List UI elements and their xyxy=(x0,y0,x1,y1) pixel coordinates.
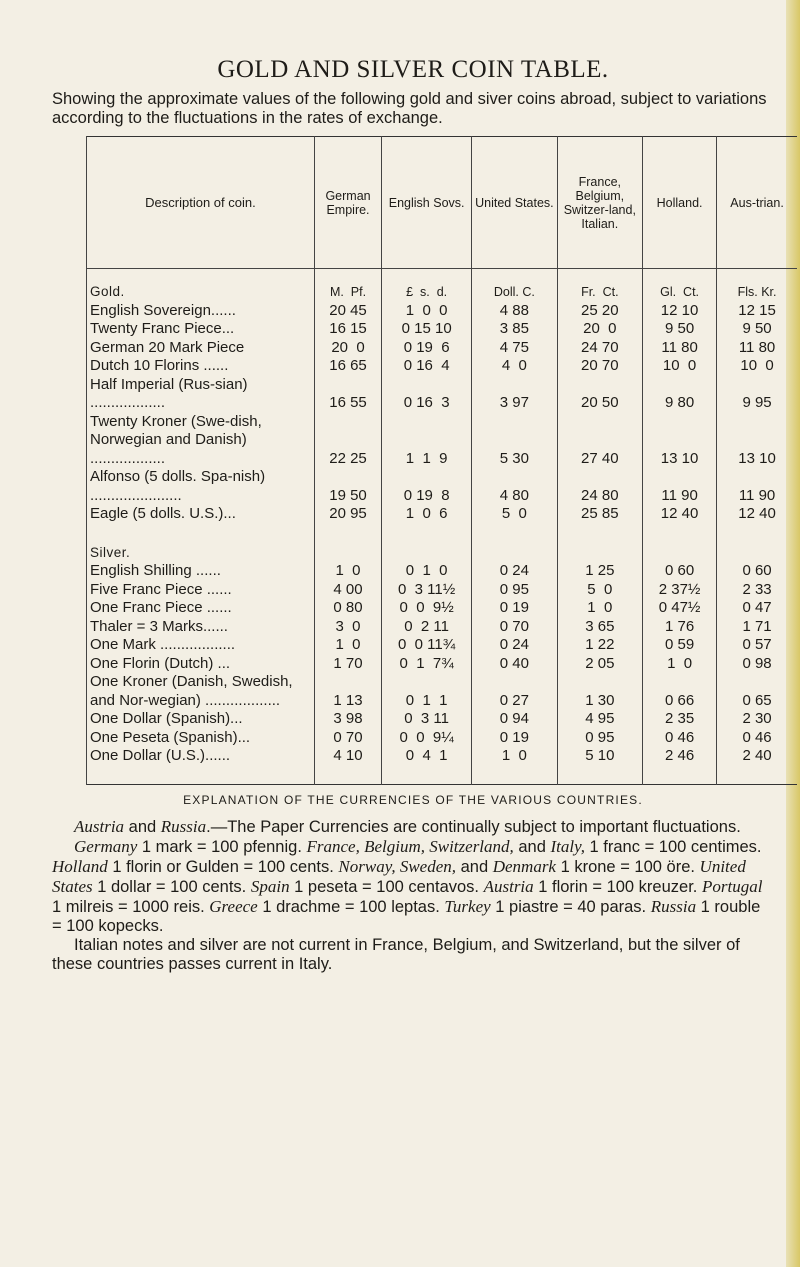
coin-description: One Mark .................. xyxy=(87,636,315,655)
coin-description: English Shilling ...... xyxy=(87,562,315,581)
value-cell: 2 46 xyxy=(643,747,717,766)
value-cell: 2 05 xyxy=(557,655,642,674)
value-cell: 0 19 xyxy=(472,599,557,618)
value-cell: 9 50 xyxy=(717,320,797,339)
country-name: Austria xyxy=(74,816,125,836)
value-cell: 0 94 xyxy=(472,710,557,729)
value-cell: 0 95 xyxy=(557,729,642,748)
value-cell: 0 0 9½ xyxy=(382,599,472,618)
value-cell: 1 0 xyxy=(643,655,717,674)
value-cell: 2 30 xyxy=(717,710,797,729)
value-cell: 1 13 xyxy=(314,673,381,710)
col-header-austrian: Aus-trian. xyxy=(717,137,797,269)
gold-section xyxy=(87,269,798,524)
table-row xyxy=(87,636,798,655)
unit-cell: Fr. Ct. xyxy=(557,269,642,302)
col-header-france: France, Belgium, Switzer-land, Italian. xyxy=(557,137,642,269)
value-cell: 4 95 xyxy=(557,710,642,729)
gold-units-row xyxy=(87,269,798,302)
value-cell: 13 10 xyxy=(717,413,797,469)
country-name: Denmark xyxy=(492,856,556,876)
country-name: Norway, Sweden, xyxy=(338,856,457,876)
value-cell: 5 10 xyxy=(557,747,642,766)
table-row xyxy=(87,618,798,637)
value-cell: 5 30 xyxy=(472,413,557,469)
value-cell: 0 0 9¼ xyxy=(382,729,472,748)
value-cell: 11 90 xyxy=(643,468,717,505)
value-cell: 0 19 xyxy=(472,729,557,748)
value-cell: 22 25 xyxy=(314,413,381,469)
explanation-text: 1 piastre = 40 paras. xyxy=(490,897,651,916)
col-header-holland: Holland. xyxy=(643,137,717,269)
col-header-german: German Empire. xyxy=(314,137,381,269)
empty-cell xyxy=(314,766,381,785)
value-cell: 16 55 xyxy=(314,376,381,413)
explanation-text: .—The Paper Currencies are continually subject to important fluctuations. xyxy=(206,817,741,836)
country-name: Greece xyxy=(209,896,258,916)
value-cell: 9 50 xyxy=(643,320,717,339)
coin-description: Alfonso (5 dolls. Spa-nish) ...................... xyxy=(87,468,315,505)
value-cell: 27 40 xyxy=(557,413,642,469)
value-cell: 2 37½ xyxy=(643,581,717,600)
silver-section-label: Silver. xyxy=(87,524,315,563)
silver-section xyxy=(87,524,798,766)
explanation-text: 1 peseta = 100 centavos. xyxy=(289,877,484,896)
value-cell: 12 40 xyxy=(717,505,797,524)
value-cell: 0 3 11 xyxy=(382,710,472,729)
value-cell: 24 70 xyxy=(557,339,642,358)
unit-cell: M. Pf. xyxy=(314,269,381,302)
value-cell: 5 0 xyxy=(557,581,642,600)
table-row xyxy=(87,413,798,469)
table-row xyxy=(87,599,798,618)
value-cell: 10 0 xyxy=(643,357,717,376)
value-cell: 1 70 xyxy=(314,655,381,674)
country-name: France, Belgium, Switzerland, xyxy=(306,836,514,856)
value-cell: 0 15 10 xyxy=(382,320,472,339)
value-cell: 11 80 xyxy=(643,339,717,358)
empty-cell xyxy=(643,766,717,785)
value-cell: 0 16 3 xyxy=(382,376,472,413)
value-cell: 0 46 xyxy=(643,729,717,748)
unit-cell: Fls. Kr. xyxy=(717,269,797,302)
value-cell: 0 70 xyxy=(472,618,557,637)
value-cell: 3 85 xyxy=(472,320,557,339)
explanation-paragraph-1 xyxy=(52,817,774,837)
country-name: Holland xyxy=(52,856,108,876)
value-cell: 0 57 xyxy=(717,636,797,655)
value-cell: 4 0 xyxy=(472,357,557,376)
empty-cell xyxy=(382,524,472,563)
explanation-text: 1 mark = 100 pfennig. xyxy=(137,837,307,856)
country-name: Spain xyxy=(250,876,290,896)
value-cell: 1 0 xyxy=(472,747,557,766)
value-cell: 1 1 9 xyxy=(382,413,472,469)
explanation-text: 1 milreis = 1000 reis. xyxy=(52,897,210,916)
value-cell: 0 19 8 xyxy=(382,468,472,505)
table-row xyxy=(87,655,798,674)
country-name: United States xyxy=(52,856,746,896)
empty-cell xyxy=(472,524,557,563)
value-cell: 20 45 xyxy=(314,302,381,321)
explanation-text: 1 franc = 100 centimes. xyxy=(584,837,762,856)
explanation-title: EXPLANATION OF THE CURRENCIES OF THE VARIOUS COUNTRIES. xyxy=(183,792,643,807)
country-name: Russia xyxy=(650,896,697,916)
table-row xyxy=(87,376,798,413)
explanation-text: 1 florin or Gulden = 100 cents. xyxy=(107,857,339,876)
value-cell: 0 60 xyxy=(717,562,797,581)
value-cell: 0 27 xyxy=(472,673,557,710)
value-cell: 4 10 xyxy=(314,747,381,766)
value-cell: 0 95 xyxy=(472,581,557,600)
empty-cell xyxy=(314,524,381,563)
value-cell: 2 40 xyxy=(717,747,797,766)
empty-cell xyxy=(717,524,797,563)
value-cell: 0 3 11½ xyxy=(382,581,472,600)
value-cell: 25 85 xyxy=(557,505,642,524)
unit-cell: £ s. d. xyxy=(382,269,472,302)
coin-description: Eagle (5 dolls. U.S.)... xyxy=(87,505,315,524)
coin-description: English Sovereign...... xyxy=(87,302,315,321)
value-cell: 0 1 1 xyxy=(382,673,472,710)
value-cell: 12 15 xyxy=(717,302,797,321)
value-cell: 9 80 xyxy=(643,376,717,413)
country-name: Italy, xyxy=(550,836,585,856)
explanation-paragraph-2 xyxy=(52,837,774,936)
value-cell: 12 10 xyxy=(643,302,717,321)
explanation-text: and xyxy=(124,817,161,836)
value-cell: 0 59 xyxy=(643,636,717,655)
value-cell: 10 0 xyxy=(717,357,797,376)
explanation-paragraph-3: Italian notes and silver are not current in France, Belgium, and Switzerland, but the silver of these countries passes current in Italy. xyxy=(52,935,740,973)
table-row xyxy=(87,747,798,766)
value-cell: 25 20 xyxy=(557,302,642,321)
value-cell: 0 80 xyxy=(314,599,381,618)
value-cell: 4 00 xyxy=(314,581,381,600)
value-cell: 5 0 xyxy=(472,505,557,524)
coin-description: Dutch 10 Florins ...... xyxy=(87,357,315,376)
coin-description: One Dollar (U.S.)...... xyxy=(87,747,315,766)
value-cell: 0 70 xyxy=(314,729,381,748)
value-cell: 0 65 xyxy=(717,673,797,710)
value-cell: 3 97 xyxy=(472,376,557,413)
value-cell: 0 47½ xyxy=(643,599,717,618)
silver-label-row xyxy=(87,524,798,563)
empty-cell xyxy=(557,524,642,563)
explanation-text: and xyxy=(456,857,493,876)
value-cell: 1 0 0 xyxy=(382,302,472,321)
coin-description: One Dollar (Spanish)... xyxy=(87,710,315,729)
page-subtitle: Showing the approximate values of the following gold and siver coins abroad, subject to variations according to the fluctuations in the rates of exchange. xyxy=(52,90,767,127)
value-cell: 0 24 xyxy=(472,636,557,655)
table-row xyxy=(87,302,798,321)
value-cell: 3 98 xyxy=(314,710,381,729)
value-cell: 0 1 0 xyxy=(382,562,472,581)
unit-cell: Gl. Ct. xyxy=(643,269,717,302)
value-cell: 4 80 xyxy=(472,468,557,505)
explanation-text: 1 florin = 100 kreuzer. xyxy=(533,877,702,896)
value-cell: 9 95 xyxy=(717,376,797,413)
explanation-section xyxy=(52,791,774,974)
value-cell: 0 60 xyxy=(643,562,717,581)
value-cell: 20 0 xyxy=(314,339,381,358)
explanation-text: 1 rouble = 100 kopecks. xyxy=(52,897,761,935)
value-cell: 1 71 xyxy=(717,618,797,637)
value-cell: 1 25 xyxy=(557,562,642,581)
value-cell: 1 22 xyxy=(557,636,642,655)
empty-cell xyxy=(472,766,557,785)
value-cell: 12 40 xyxy=(643,505,717,524)
table-row xyxy=(87,339,798,358)
country-name: Austria xyxy=(483,876,534,896)
value-cell: 2 33 xyxy=(717,581,797,600)
coin-description: Twenty Franc Piece... xyxy=(87,320,315,339)
value-cell: 0 98 xyxy=(717,655,797,674)
country-name: Portugal xyxy=(701,876,763,896)
value-cell: 0 0 11¾ xyxy=(382,636,472,655)
empty-cell xyxy=(87,766,315,785)
gold-section-label: Gold. xyxy=(87,269,315,302)
explanation-text: 1 krone = 100 öre. xyxy=(555,857,700,876)
unit-cell: Doll. C. xyxy=(472,269,557,302)
table-end-row xyxy=(87,766,798,785)
value-cell: 1 30 xyxy=(557,673,642,710)
value-cell: 2 35 xyxy=(643,710,717,729)
value-cell: 13 10 xyxy=(643,413,717,469)
coin-description: Thaler = 3 Marks...... xyxy=(87,618,315,637)
value-cell: 20 0 xyxy=(557,320,642,339)
explanation-text: 1 dollar = 100 cents. xyxy=(92,877,251,896)
document-page xyxy=(52,56,784,974)
coin-description: Twenty Kroner (Swe-dish, Norwegian and Danish) .................. xyxy=(87,413,315,469)
value-cell: 0 24 xyxy=(472,562,557,581)
value-cell: 19 50 xyxy=(314,468,381,505)
col-header-us: United States. xyxy=(472,137,557,269)
table-row xyxy=(87,673,798,710)
col-header-english: English Sovs. xyxy=(382,137,472,269)
value-cell: 16 15 xyxy=(314,320,381,339)
coin-description: Half Imperial (Rus-sian) .................. xyxy=(87,376,315,413)
table-row xyxy=(87,710,798,729)
table-row xyxy=(87,320,798,339)
coin-table xyxy=(86,136,797,785)
value-cell: 0 1 7¾ xyxy=(382,655,472,674)
table-row xyxy=(87,505,798,524)
coin-description: One Florin (Dutch) ... xyxy=(87,655,315,674)
value-cell: 0 66 xyxy=(643,673,717,710)
country-name: Russia xyxy=(160,816,207,836)
table-row xyxy=(87,468,798,505)
page-title: GOLD AND SILVER COIN TABLE. xyxy=(217,56,609,83)
value-cell: 0 4 1 xyxy=(382,747,472,766)
value-cell: 1 0 6 xyxy=(382,505,472,524)
coin-description: One Peseta (Spanish)... xyxy=(87,729,315,748)
value-cell: 3 0 xyxy=(314,618,381,637)
value-cell: 20 70 xyxy=(557,357,642,376)
value-cell: 1 0 xyxy=(314,562,381,581)
value-cell: 11 80 xyxy=(717,339,797,358)
table-row xyxy=(87,729,798,748)
value-cell: 24 80 xyxy=(557,468,642,505)
value-cell: 4 88 xyxy=(472,302,557,321)
table-row xyxy=(87,562,798,581)
coin-description: Five Franc Piece ...... xyxy=(87,581,315,600)
empty-cell xyxy=(717,766,797,785)
value-cell: 0 40 xyxy=(472,655,557,674)
empty-cell xyxy=(382,766,472,785)
value-cell: 1 0 xyxy=(557,599,642,618)
value-cell: 16 65 xyxy=(314,357,381,376)
value-cell: 11 90 xyxy=(717,468,797,505)
coin-description: One Kroner (Danish, Swedish, and Nor-wegian) .................. xyxy=(87,673,315,710)
col-header-description: Description of coin. xyxy=(87,137,315,269)
value-cell: 3 65 xyxy=(557,618,642,637)
value-cell: 20 50 xyxy=(557,376,642,413)
coin-description: One Franc Piece ...... xyxy=(87,599,315,618)
explanation-text: 1 drachme = 100 leptas. xyxy=(257,897,445,916)
value-cell: 0 19 6 xyxy=(382,339,472,358)
value-cell: 4 75 xyxy=(472,339,557,358)
country-name: Turkey xyxy=(444,896,491,916)
explanation-text: and xyxy=(513,837,551,856)
table-row xyxy=(87,357,798,376)
empty-cell xyxy=(557,766,642,785)
value-cell: 0 2 11 xyxy=(382,618,472,637)
table-header-row xyxy=(87,137,798,269)
country-name: Germany xyxy=(74,836,138,856)
value-cell: 20 95 xyxy=(314,505,381,524)
value-cell: 1 0 xyxy=(314,636,381,655)
value-cell: 1 76 xyxy=(643,618,717,637)
coin-description: German 20 Mark Piece xyxy=(87,339,315,358)
value-cell: 0 47 xyxy=(717,599,797,618)
empty-cell xyxy=(643,524,717,563)
value-cell: 0 16 4 xyxy=(382,357,472,376)
table-row xyxy=(87,581,798,600)
value-cell: 0 46 xyxy=(717,729,797,748)
